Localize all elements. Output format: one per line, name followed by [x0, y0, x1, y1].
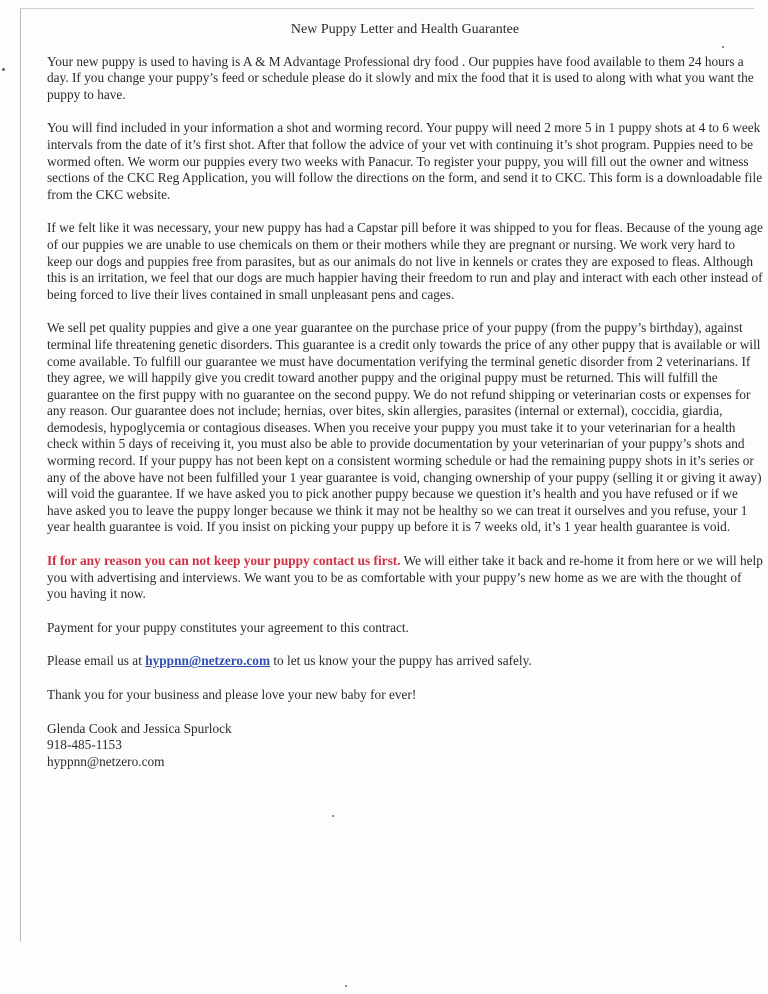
- paragraph-email: [47, 653, 763, 670]
- paragraph-payment: Payment for your puppy constitutes your agreement to this contract.: [47, 619, 409, 635]
- paragraph-fleas: If we felt like it was necessary, your new puppy has had a Capstar pill before it was shipped to you for fleas. Because of the young age of our puppies we are unable to use chemicals on them or their mothers while they are pregnant or nursing. We work very hard to keep our dogs and puppies free from parasites, but as our animals do not live in kennels or crates they are exposed to fleas. Although this is an irritation, we feel that our dogs are much happier having their freedom to run and play and interact with each other instead of being forced to live their lives contained in small unpleasant pens and cages.: [47, 220, 763, 302]
- paragraph-shots: You will find included in your information a shot and worming record. Your puppy will need 2 more 5 in 1 puppy shots at 4 to 6 week intervals from the date of it’s first shot. After that follow the advice of your vet with continuing it’s shot program. Puppies need to be wormed often. We worm our puppies every two weeks with Panacur. To register your puppy, you will fill out the owner and witness sections of the CKC Reg Application, you will follow the directions on the form, and send it to CKC. This form is a downloadable file from the CKC website.: [47, 120, 763, 202]
- paragraph-guarantee: We sell pet quality puppies and give a one year guarantee on the purchase price of your puppy (from the puppy’s birthday), against terminal life threatening genetic disorders. This guarantee is a credit only towards the price of any other puppy that is available or will come available. To fulfill our guarantee we must have documentation verifying the terminal genetic disorder from 2 veterinarians. If they agree, we will happily give you credit toward another puppy and the original puppy must be returned. This will fulfill the guarantee on the first puppy with no guarantee on the second puppy. We do not refund shipping or veterinarian costs or expenses for any reason. Our guarantee does not include; hernias, over bites, skin allergies, parasites (internal or external), coccidia, giardia, demodesis, hypoglycemia or contagious diseases. When you receive your puppy you must take it to your veterinarian for a health check within 5 days of receiving it, you must also be able to provide documentation by your veterinarian of your puppy’s shots and worming record. If your puppy has not been kept on a consistent worming schedule or had the remaining puppy shots in it’s series or any of the above have not been fulfilled your 1 year guarantee is void, changing ownership of your puppy (selling it or giving it away) will void the guarantee. If we have asked you to pick another puppy because we question it’s health and you have refused or if we have asked you to leave the puppy longer because we think it may not be healthy so we can treat it ourselves and you refuse, your 1 year health guarantee is void. If you insist on picking your puppy up before it is 7 weeks old, it’s 1 year health guarantee is void.: [47, 320, 762, 535]
- scan-speck: [332, 815, 334, 817]
- scan-speck: [2, 68, 5, 71]
- signature-block: [47, 721, 763, 771]
- signature-phone: 918-485-1153: [47, 737, 122, 753]
- paragraph-food: Your new puppy is used to having is A & M Advantage Professional dry food . Our puppies have food available to them 24 hours a day. If you change your puppy’s feed or schedule please do it slowly and mix the food that it is used to along with what you want the puppy to have.: [47, 53, 754, 102]
- keep-puppy-text: We will either take it back and re-home it from here or we will help you with advertising and interviews. We want you to be as comfortable with your puppy’s new home as we are with the thought of you having it now.: [47, 553, 763, 602]
- email-link[interactable]: hyppnn@netzero.com: [145, 653, 271, 669]
- contact-first-emphasis: If for any reason you can not keep your puppy contact us first.: [47, 553, 401, 569]
- signature-email: hyppnn@netzero.com: [47, 753, 165, 769]
- letter-body: [47, 22, 763, 770]
- paragraph-thanks: Thank you for your business and please love your new baby for ever!: [47, 687, 417, 702]
- signature-names: Glenda Cook and Jessica Spurlock: [47, 720, 232, 736]
- email-text-after: to let us know your the puppy has arrived safely.: [270, 653, 532, 669]
- paragraph-keep-puppy: [47, 553, 763, 603]
- letter-page: [20, 8, 763, 942]
- email-text-before: Please email us at: [47, 653, 146, 669]
- scan-speck: [345, 985, 347, 987]
- scan-speck: [722, 46, 724, 48]
- document-title: New Puppy Letter and Health Guarantee: [290, 22, 520, 37]
